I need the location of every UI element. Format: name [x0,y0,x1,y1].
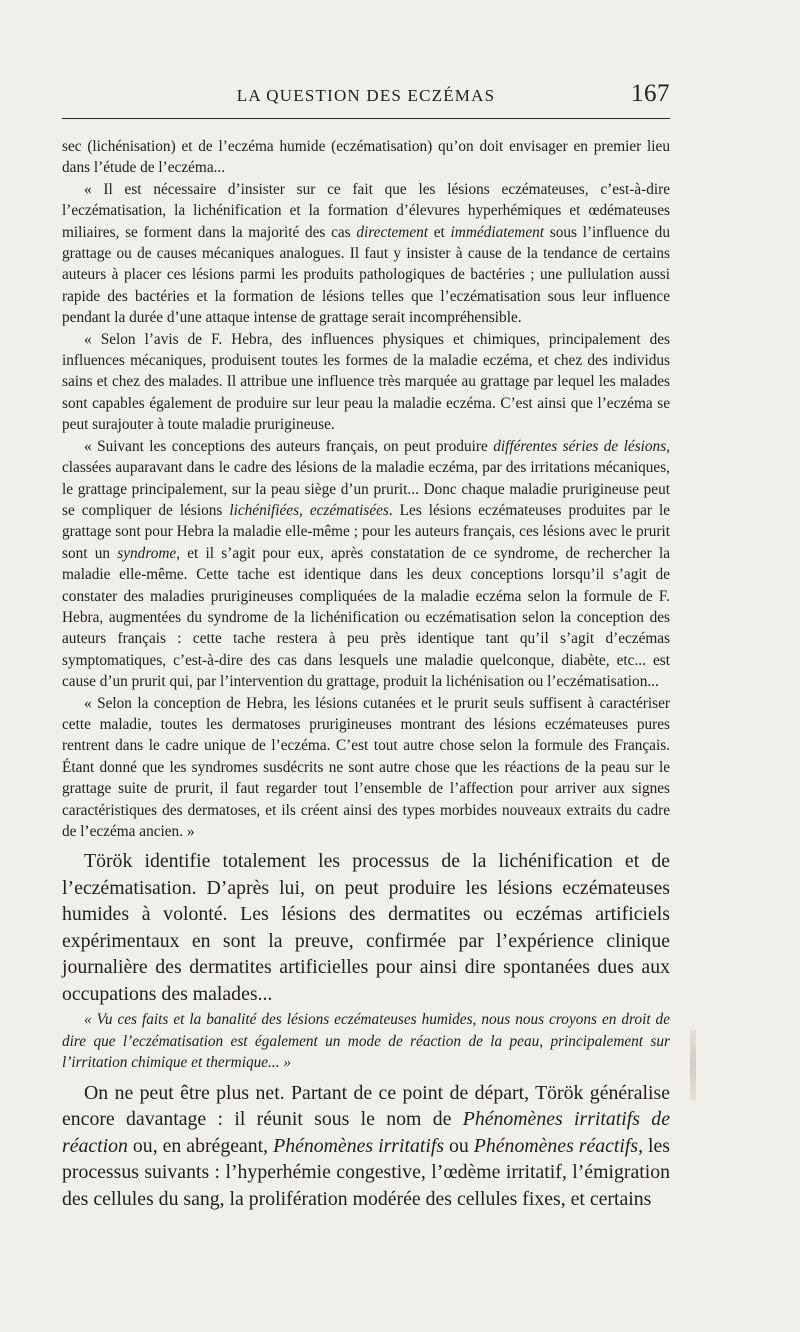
running-title: LA QUESTION DES ECZÉMAS [236,86,496,105]
page-edge-mark [690,1030,696,1100]
main-text-2 [62,1080,670,1213]
page-header [62,80,670,114]
paragraph-6: Török identifie totalement les processus de la lichénification et de l’eczématisation. D’après lui, on peut produire les lésions eczémateuses humides à volonté. Les lésions des dermatites ou eczémas artificiels expérimentaux en sont la preuve, confirmée par l’expérience clinique journalière des dermatites artificielles pour ainsi dire spontanées dues aux occupations des malades... [62,850,670,1005]
paragraph-4: « Suivant les conceptions des auteurs français, on peut produire différentes séries de lésions, classées auparavant dans le cadre des lésions de la maladie eczéma, par des irritations mécaniques, le grattage principalement, sur la peau siège d’un prurit... Donc chaque maladie prurigineuse peut se compliquer de lésions lichénifiées, eczématisées. Les lésions eczémateuses produites par le grattage sont pour Hebra la maladie elle-même ; pour les auteurs français, ces lésions avec le prurit sont un syndrome, et il s’agit pour eux, après constatation de ce syndrome, de rechercher la maladie elle-même. Cette tache est identique dans les deux conceptions lorsqu’il s’agit de constater des maladies prurigineuses compliquées de la maladie eczéma selon la formule de F. Hebra, augmentées du syndrome de la lichénification ou eczématisation selon la conception des auteurs français : cette tache restera à peu près identique tant qu’il s’agit d’eczémas symptomatiques, c’est-à-dire des cas dans lesquels une maladie quelconque, diabète, etc... est cause d’un prurit qui, par l’intervention du grattage, produit la lichénisation ou l’eczématisation... [62,437,671,691]
page-number: 167 [631,80,670,107]
paragraph-8: On ne peut être plus net. Partant de ce point de départ, Török généralise encore davantage : il réunit sous le nom de Phénomènes irritatifs de réaction ou, en abrégeant, Phénomènes irritatifs ou Phénomènes réactifs, les processus suivants : l’hyperhémie congestive, l’œdème irritatif, l’émigration des cellules du sang, la prolifération modérée des cellules fixes, et certains [62,1081,671,1210]
paragraph-1: sec (lichénisation) et de l’eczéma humide (eczématisation) qu’on doit envisager en premier lieu dans l’étude de l’eczéma... [62,138,670,177]
paragraph-2: « Il est nécessaire d’insister sur ce fait que les lésions eczémateuses, c’est-à-dire l’eczématisation, la lichénification et la formation d’élevures hyperhémiques et œdémateuses miliaires, se forment dans la majorité des cas directement et immédiatement sous l’influence du grattage ou de causes mécaniques analogues. Il faut y insister à cause de la tendance de certains auteurs à placer ces lésions parmi les produits pathologiques de bactéries ; une pullulation aussi rapide des bactéries et la formation de lésions telles que l’eczématisation sous leur influence pendant la durée d’une attaque intense de grattage serait incompréhensible. [62,180,670,327]
quoted-block [62,136,670,842]
main-text-1 [62,848,670,1007]
paragraph-3: « Selon l’avis de F. Hebra, des influences physiques et chimiques, principalement des influences mécaniques, produisent toutes les formes de la maladie eczéma, et chez des individus sains et chez des malades. Il attribue une influence très marquée au grattage par lequel les malades sont capables également de produire sur leur peau la maladie eczéma. C’est ainsi que l’eczéma se peut surajouter à toute maladie prurigineuse. [62,330,670,434]
page-body [62,136,670,1212]
paragraph-7-quote: « Vu ces faits et la banalité des lésions eczémateuses humides, nous nous croyons en droit de dire que l’eczématisation est également un mode de réaction de la peau, principalement sur l’irritation chimique et thermique... » [62,1011,670,1072]
header-rule [62,118,670,119]
paragraph-5: « Selon la conception de Hebra, les lésions cutanées et le prurit seuls suffisent à caractériser cette maladie, toutes les dermatoses prurigineuses montrant des lésions eczémateuses pures rentrent dans le cadre unique de l’eczéma. C’est tout autre chose selon la formule des Français. Étant donné que les syndromes susdécrits ne sont autre chose que les réactions de la peau sur le grattage suite de prurit, il faut regarder tout l’ensemble de l’affection pour arriver aux signes caractéristiques des dermatoses, et ils créent ainsi des types morbides nouveaux extraits du cadre de l’eczéma ancien. » [62,694,670,840]
